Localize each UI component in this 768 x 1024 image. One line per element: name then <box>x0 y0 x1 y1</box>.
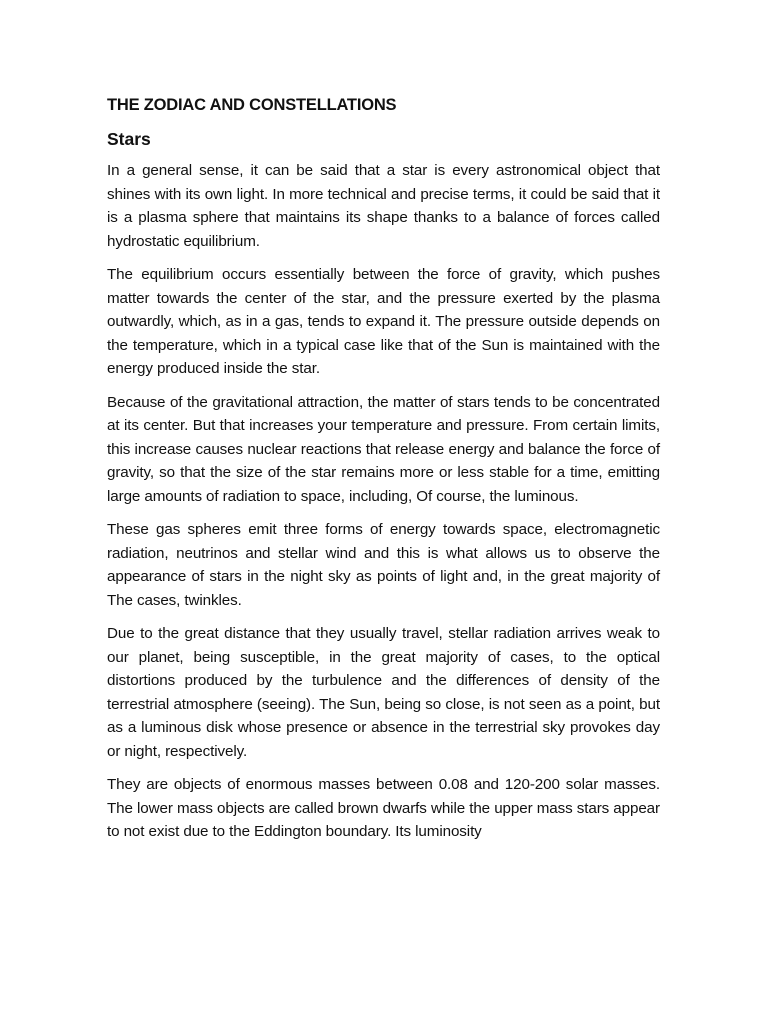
section-heading-stars: Stars <box>107 129 151 149</box>
paragraph: Because of the gravitational attraction, the matter of stars tends to be concentrated at its center. But that increases your temperature and pressure. From certain limits, this increase causes nuclear reactions that release energy and balance the force of gravity, so that the size of the star remains more or less stable for a time, emitting large amounts of radiation to space, including, Of course, the luminous. <box>107 393 660 505</box>
paragraph: The equilibrium occurs essentially between the force of gravity, which pushes matter towards the center of the star, and the pressure exerted by the plasma outwardly, which, as in a gas, tends to expand it. The pressure outside depends on the temperature, which in a typical case like that of the Sun is maintained with the energy produced inside the star. <box>107 266 660 377</box>
document-title: THE ZODIAC AND CONSTELLATIONS <box>107 96 397 114</box>
paragraph: Due to the great distance that they usually travel, stellar radiation arrives weak to our planet, being susceptible, in the great majority of cases, to the optical distortions produced by the turbulence and the differences of density of the terrestrial atmosphere (seeing). The Sun, being so close, is not seen as a point, but as a luminous disk whose presence or absence in the terrestrial sky provokes day or night, respectively. <box>107 625 660 760</box>
paragraph: In a general sense, it can be said that a star is every astronomical object that shines with its own light. In more technical and precise terms, it could be said that it is a plasma sphere that maintains its shape thanks to a balance of forces called hydrostatic equilibrium. <box>107 162 660 250</box>
paragraph: They are objects of enormous masses between 0.08 and 120-200 solar masses. The lower mass objects are called brown dwarfs while the upper mass stars appear to not exist due to the Eddington boundary. Its luminosity <box>107 776 660 840</box>
document-page <box>107 94 660 854</box>
paragraph: These gas spheres emit three forms of energy towards space, electromagnetic radiation, neutrinos and stellar wind and this is what allows us to observe the appearance of stars in the night sky as points of light and, in the great majority of The cases, twinkles. <box>107 521 660 609</box>
